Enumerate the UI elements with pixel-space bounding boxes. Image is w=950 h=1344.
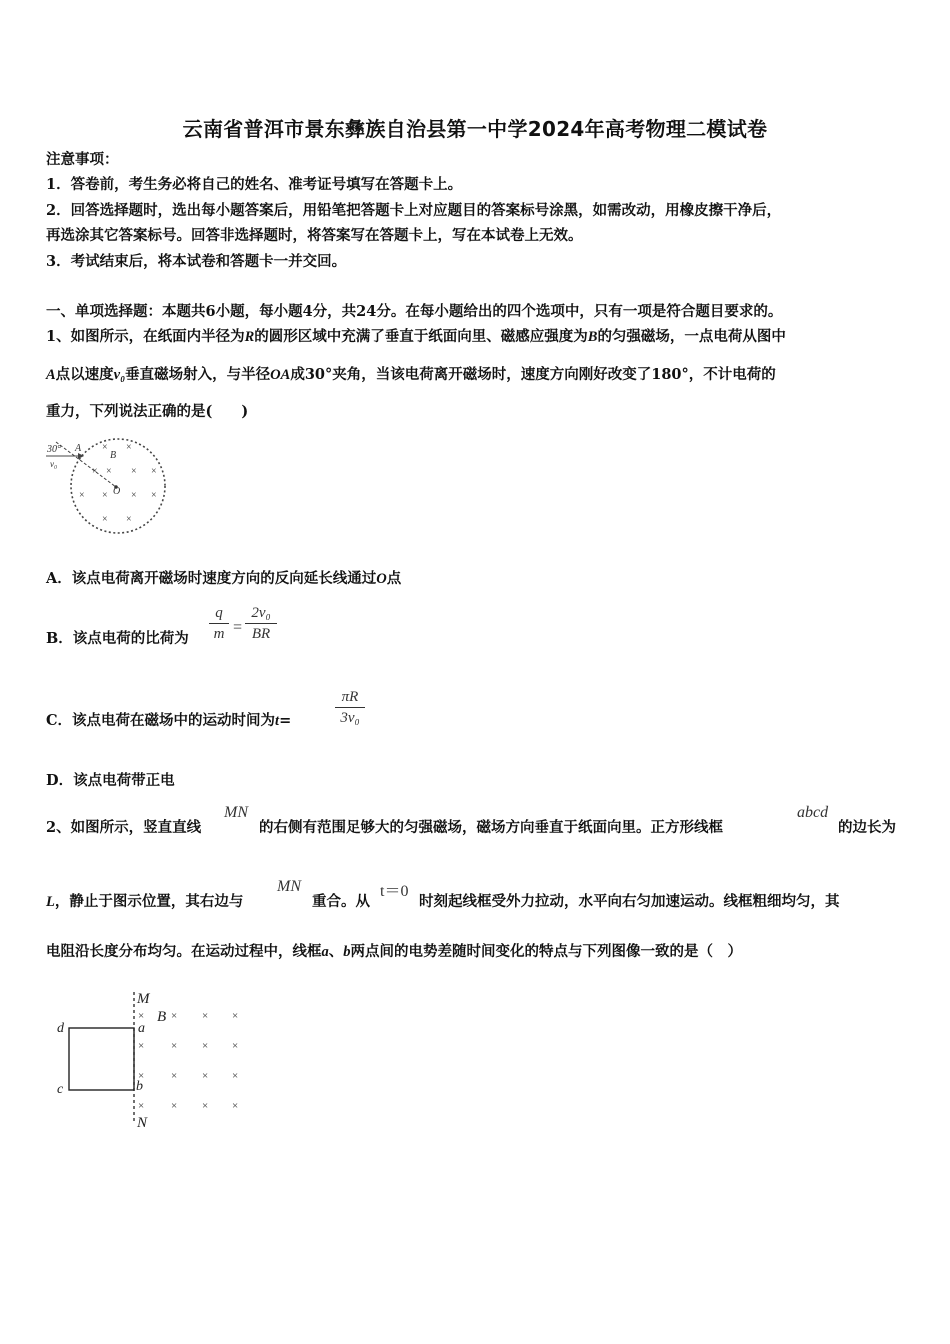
cross-mark: ×: [232, 1040, 239, 1052]
q2-square-frame-figure: [52, 986, 252, 1132]
cross-mark: ×: [126, 514, 132, 525]
q1-option-b-equals: =: [232, 619, 243, 636]
cross-mark: ×: [138, 1100, 145, 1112]
cross-mark: ×: [102, 442, 108, 453]
cross-mark: ×: [92, 466, 98, 477]
notice-item: 1．答卷前，考生务必将自己的姓名、准考证号填写在答题卡上。: [46, 176, 463, 193]
cross-mark: ×: [202, 1070, 209, 1082]
angle-label: 30°: [47, 444, 61, 455]
cross-mark: ×: [171, 1040, 178, 1052]
q2-mn-symbol-2: MN: [277, 878, 301, 895]
point-a-label: A: [75, 443, 82, 454]
point-o-label: O: [113, 486, 121, 497]
point-b-label: b: [136, 1079, 143, 1094]
cross-mark: ×: [171, 1010, 178, 1022]
field-crosses: [79, 442, 157, 525]
q2-stem-line2: L，静止于图示位置，其右边与: [46, 893, 244, 910]
cross-mark: ×: [202, 1100, 209, 1112]
cross-mark: ×: [131, 466, 137, 477]
field-crosses: [138, 1010, 238, 1112]
q1-option-b-ratio: q m: [209, 604, 229, 643]
cross-mark: ×: [202, 1040, 209, 1052]
cross-mark: ×: [138, 1010, 145, 1022]
cross-mark: ×: [138, 1040, 145, 1052]
q2-stem-line1-c: 的边长为: [838, 819, 896, 836]
cross-mark: ×: [102, 490, 108, 501]
q2-mn-symbol: MN: [224, 804, 248, 821]
q2-stem-line2-b: 重合。从: [312, 893, 370, 910]
cross-mark: ×: [171, 1100, 178, 1112]
point-a-label: a: [138, 1021, 145, 1036]
q1-option-c-time: πR 3v₀: [335, 688, 365, 727]
point-n-label: N: [137, 1115, 148, 1131]
q2-t0-symbol: t＝0: [380, 883, 409, 900]
point-c-label: c: [57, 1082, 64, 1097]
cross-mark: ×: [79, 490, 85, 501]
cross-mark: ×: [131, 490, 137, 501]
point-m-label: M: [137, 991, 150, 1007]
q2-stem-line1-a: 2、如图所示，竖直直线: [46, 819, 202, 836]
q2-abcd-symbol: abcd: [797, 804, 829, 821]
q1-option-a: A．该点电荷离开磁场时速度方向的反向延长线通过O点: [46, 570, 402, 587]
page-title: 云南省普洱市景东彝族自治县第一中学2024年高考物理二模试卷: [182, 117, 768, 141]
cross-mark: ×: [232, 1070, 239, 1082]
q1-option-b-value: 2v₀ BR: [245, 604, 277, 643]
cross-mark: ×: [151, 490, 157, 501]
notice-item: 2．回答选择题时，选出每小题答案后，用铅笔把答题卡上对应题目的答案标号涂黑，如需改动，用橡皮擦干净后，: [46, 202, 782, 219]
point-b-label: B: [110, 450, 117, 461]
q1-stem-line2: A点以速度v₀垂直磁场射入，与半径OA成30°夹角，当该电荷离开磁场时，速度方向刚好改变了180°，不计电荷的: [46, 366, 776, 383]
cross-mark: ×: [202, 1010, 209, 1022]
q2-stem-line1-b: 的右侧有范围足够大的匀强磁场，磁场方向垂直于纸面向里。正方形线框: [259, 819, 723, 836]
cross-mark: ×: [126, 442, 132, 453]
cross-mark: ×: [106, 466, 112, 477]
q1-stem-line3: 重力，下列说法正确的是( ): [46, 403, 249, 420]
field-b-label: B: [157, 1009, 167, 1025]
v0-label: v₀: [50, 459, 58, 469]
cross-mark: ×: [102, 514, 108, 525]
section-heading: 一、单项选择题：本题共6小题，每小题4分，共24分。在每小题给出的四个选项中，只有一项是符合题目要求的。: [46, 303, 783, 320]
q1-option-b: B．该点电荷的比荷为: [46, 630, 189, 647]
q1-magnetic-field-figure: [44, 432, 174, 537]
notice-item: 再选涂其它答案标号。回答非选择题时，将答案写在答题卡上，写在本试卷上无效。: [46, 227, 583, 244]
q1-stem-line1: 1、如图所示，在纸面内半径为R的圆形区域中充满了垂直于纸面向里、磁感应强度为B的匀强磁场，一点电荷从图中: [46, 328, 786, 345]
cross-mark: ×: [232, 1010, 239, 1022]
cross-mark: ×: [171, 1070, 178, 1082]
square-frame: [69, 1028, 134, 1090]
cross-mark: ×: [232, 1100, 239, 1112]
cross-mark: ×: [151, 466, 157, 477]
q1-option-c: C．该点电荷在磁场中的运动时间为t=: [46, 712, 292, 729]
notice-heading: 注意事项：: [46, 151, 119, 168]
q2-stem-line2-c: 时刻起线框受外力拉动，水平向右匀加速运动。线框粗细均匀，其: [419, 893, 840, 910]
point-d-label: d: [57, 1021, 64, 1036]
notice-item: 3．考试结束后，将本试卷和答题卡一并交回。: [46, 253, 347, 270]
q2-stem-line3: 电阻沿长度分布均匀。在运动过程中，线框a、b两点间的电势差随时间变化的特点与下列图像一致的是（ ）: [46, 943, 742, 960]
cross-mark: ×: [138, 1070, 145, 1082]
q1-option-d: D．该点电荷带正电: [46, 772, 175, 789]
